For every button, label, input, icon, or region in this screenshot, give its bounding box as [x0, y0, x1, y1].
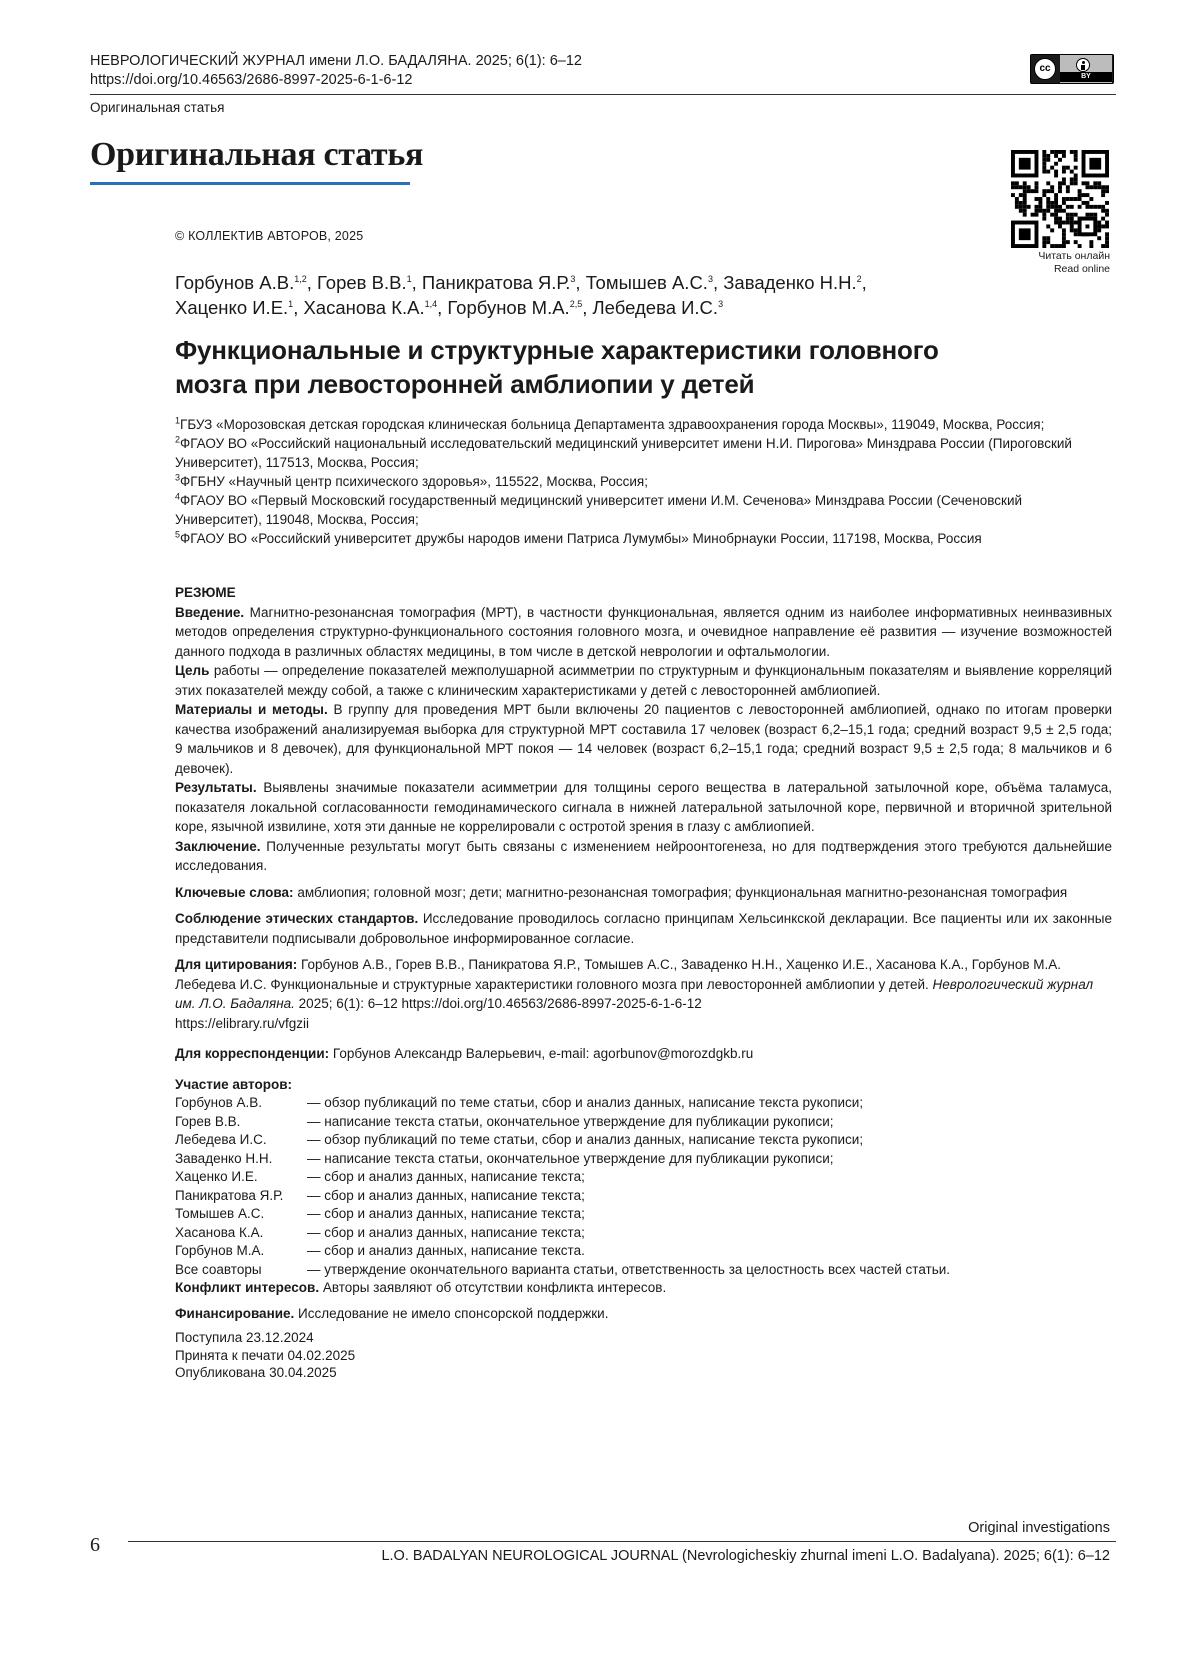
- conflict-text: Авторы заявляют об отсутствии конфликта интересов.: [322, 1280, 667, 1295]
- article-title-line-2: мозга при левосторонней амблиопии у детей: [175, 369, 755, 399]
- contribution-row: [175, 1150, 1112, 1169]
- contributor-role: — сбор и анализ данных, написание текста;: [307, 1224, 585, 1240]
- contributor-name: Томышев А.С.: [175, 1206, 265, 1221]
- abstract-goal: [175, 661, 1112, 700]
- citation-tail[interactable]: 2025; 6(1): 6–12 https://doi.org/10.46563/2686-8997-2025-6-1-6-12: [298, 996, 702, 1011]
- by-panel: [1060, 55, 1112, 83]
- contribution-row: [175, 1187, 1112, 1206]
- author: [303, 297, 447, 318]
- author-affiliation-sup: 1,4: [424, 298, 438, 309]
- contribution-row: [175, 1113, 1112, 1132]
- results-text: Выявлены значимые показатели асимметрии для толщины серого вещества в латеральной затылочной коре, объёма таламуса, показателя локальной согласованности гемодинамического сигнала в нижней латеральной затылочной коре, первичной и вторичной зрительной коре, язычной извилине, хотя эти данные не коррелировали с остротой зрения в глазу с амблиопией.: [175, 780, 1112, 834]
- author-affiliation-sup: 2: [856, 273, 862, 284]
- contributor-name: Горев В.В.: [175, 1113, 241, 1129]
- affiliation-text: ГБУЗ «Морозовская детская городская клиническая больница Департамента здравоохранения города Москвы», 119049, Москва, Россия;: [180, 417, 1045, 432]
- footer-divider: [128, 1541, 1116, 1542]
- contributor-role: — обзор публикаций по теме статьи, сбор и анализ данных, написание текста рукописи;: [307, 1095, 864, 1110]
- keywords: [175, 883, 1112, 903]
- author: [317, 272, 422, 293]
- author-affiliation-sup: 2,5: [569, 298, 583, 309]
- keywords-label: Ключевые слова:: [175, 884, 294, 900]
- abstract-introduction: [175, 603, 1112, 662]
- qr-label-ru: Читать онлайн: [1038, 250, 1110, 262]
- affiliation-number: 4: [175, 491, 181, 502]
- contribution-row: [175, 1131, 1112, 1150]
- contributor-name: Лебедева И.С.: [175, 1132, 267, 1147]
- article-title-line-1: Функциональные и структурные характеристики головного: [175, 335, 939, 365]
- author: [586, 272, 724, 293]
- abstract-results: [175, 778, 1112, 837]
- intro-text: Магнитно-резонансная томография (МРТ), в частности функциональная, является одним из наиболее информативных неинвазивных методов определения структурно-функционального состояния головного мозга, и очевидное направление её развития — изучение возможностей данного подхода в различных областях медицины, в том числе в детской неврологии и офтальмологии.: [175, 604, 1112, 659]
- doi-link[interactable]: https://doi.org/10.46563/2686-8997-2025-6-1-6-12: [90, 72, 413, 88]
- date-accepted: Принята к печати 04.02.2025: [175, 1347, 356, 1363]
- footer-section: Original investigations: [968, 1520, 1110, 1536]
- contributor-name: Заваденко Н.Н.: [175, 1150, 273, 1166]
- affiliation: [175, 434, 1095, 472]
- contribution-row: [175, 1261, 1112, 1280]
- author-list: [175, 270, 1095, 320]
- author-separator: ,: [861, 272, 867, 293]
- results-label: Результаты.: [175, 780, 257, 795]
- goal-text: работы — определение показателей межполушарной асимметрии по структурным и функциональным показателям и выявление корреляций этих показателей между собой, а также с клиническим характеристиками у детей с левосторонней амблиопией.: [175, 663, 1112, 698]
- author-name: Горбунов А.В.: [175, 272, 295, 293]
- affiliation-text: ФГБНУ «Научный центр психического здоровья», 115522, Москва, Россия;: [180, 474, 648, 489]
- date-published: Опубликована 30.04.2025: [175, 1365, 337, 1380]
- author-separator: ,: [575, 272, 586, 293]
- author-name: Горев В.В.: [317, 272, 407, 293]
- author: [447, 297, 592, 318]
- date-received: Поступила 23.12.2024: [175, 1330, 314, 1345]
- section-label-small: Оригинальная статья: [90, 100, 225, 115]
- methods-text: В группу для проведения МРТ были включены 20 пациентов с левосторонней амблиопией, однако по итогам проверки качества изображений анализируемая выборка для структурной МРТ составила 17 человек (возраст 6,2–15,1 года; средний возраст 9,5 ± 2,5 года; 9 мальчиков и 8 девочек), для функциональной МРТ покоя — 14 человек (возраст 6,2–15,1 года; средний возраст 9,5 ± 2,5 года; 8 мальчиков и 6 девочек).: [175, 702, 1112, 776]
- contributor-name: Хасанова К.А.: [175, 1224, 264, 1240]
- ethics-label: Соблюдение этических стандартов.: [175, 911, 419, 926]
- funding-text: Исследование не имело спонсорской поддержки.: [298, 1305, 609, 1321]
- contributor-role: — написание текста статьи, окончательное утверждение для публикации рукописи;: [307, 1113, 834, 1129]
- author: [175, 272, 317, 293]
- contributor-name: Паникратова Я.Р.: [175, 1187, 284, 1203]
- article-title: [175, 333, 1115, 401]
- funding: [175, 1304, 1112, 1324]
- contributor-name: Горбунов А.В.: [175, 1095, 263, 1110]
- methods-label: Материалы и методы.: [175, 702, 328, 717]
- contributor-name: Хаценко И.Е.: [175, 1169, 258, 1184]
- author: [422, 272, 586, 293]
- intro-label: Введение.: [175, 604, 245, 620]
- journal-running-head: НЕВРОЛОГИЧЕСКИЙ ЖУРНАЛ имени Л.О. БАДАЛЯНА. 2025; 6(1): 6–12: [90, 53, 582, 69]
- correspondence-label: Для корреспонденции:: [175, 1046, 330, 1061]
- author-separator: ,: [712, 272, 724, 293]
- contributor-role: — обзор публикаций по теме статьи, сбор и анализ данных, написание текста рукописи;: [307, 1132, 864, 1147]
- affiliation: [175, 529, 1095, 548]
- author-separator: ,: [582, 297, 593, 318]
- contributor-name: Все соавторы: [175, 1261, 262, 1277]
- contribution-row: [175, 1242, 1112, 1261]
- author-affiliation-sup: 1,2: [294, 273, 307, 284]
- ethics-text: Исследование проводилось согласно принципам Хельсинкской декларации. Все пациенты или их законные представители подписывали добровольное информированное согласие.: [175, 911, 1112, 946]
- correspondence-text: Горбунов Александр Валерьевич, e-mail: agorbunov@morozdgkb.ru: [332, 1046, 754, 1061]
- author-name: Хаценко И.Е.: [175, 297, 289, 318]
- contribution-row: [175, 1205, 1112, 1224]
- cc-circle: cc: [1034, 58, 1056, 80]
- contributor-role: — сбор и анализ данных, написание текста;: [307, 1187, 585, 1203]
- page-number: 6: [90, 1534, 100, 1556]
- qr-label-en: Read online: [1053, 263, 1110, 275]
- affiliation-text: ФГАОУ ВО «Российский национальный исследовательский медицинский университет имени Н.И. Пирогова» Минздрава России (Пироговский Университет), 117513, Москва, Россия;: [175, 436, 1072, 470]
- footer-journal: L.O. BADALYAN NEUROLOGICAL JOURNAL (Nevrologicheskiy zhurnal imeni L.O. Badalyana). 2025; 6(1): 6–12: [381, 1548, 1110, 1564]
- contributor-role: — утверждение окончательного варианта статьи, ответственность за целостность всех частей статьи.: [307, 1261, 951, 1277]
- author-name: Заваденко Н.Н.: [723, 272, 857, 293]
- ethics: [175, 909, 1112, 948]
- author-separator: ,: [411, 272, 422, 293]
- abstract-heading: РЕЗЮМЕ: [175, 585, 236, 600]
- author-affiliation-sup: 1: [406, 273, 412, 284]
- author-affiliation-sup: 3: [570, 273, 576, 284]
- section-title: Оригинальная статья: [90, 136, 424, 173]
- author-separator: ,: [306, 272, 318, 293]
- citation-elibrary-link[interactable]: https://elibrary.ru/vfgzii: [175, 1015, 310, 1031]
- author-affiliation-sup: 1: [288, 298, 294, 309]
- author-affiliation-sup: 3: [718, 298, 724, 309]
- author-affiliation-sup: 3: [707, 273, 713, 284]
- citation-text: Горбунов А.В., Горев В.В., Паникратова Я.Р., Томышев А.С., Заваденко Н.Н., Хаценко И.Е., Хасанова К.А., Горбунов М.А. Лебедева И.С. Функциональные и структурные характеристики головного мозга при левосторонней амблиопии у детей.: [175, 957, 1062, 992]
- affiliation-number: 1: [175, 415, 181, 426]
- contributions-heading: Участие авторов:: [175, 1076, 293, 1092]
- affiliation-number: 2: [175, 434, 181, 445]
- author-name: Лебедева И.С.: [592, 297, 719, 318]
- author: [593, 297, 724, 318]
- affiliation-number: 5: [175, 529, 181, 540]
- contribution-row: [175, 1224, 1112, 1243]
- author-name: Паникратова Я.Р.: [421, 272, 571, 293]
- copyright: © КОЛЛЕКТИВ АВТОРОВ, 2025: [175, 229, 364, 243]
- author-name: Горбунов М.А.: [447, 297, 570, 318]
- author-separator: ,: [437, 297, 448, 318]
- contribution-row: [175, 1094, 1112, 1113]
- author-separator: ,: [293, 297, 304, 318]
- contributor-role: — сбор и анализ данных, написание текста;: [307, 1206, 585, 1221]
- affiliation: [175, 472, 1095, 491]
- citation-journal: Неврологический журнал им. Л.О. Бадаляна.: [175, 976, 1094, 1011]
- author: [723, 272, 867, 293]
- citation-label: Для цитирования:: [175, 957, 298, 972]
- author: [175, 297, 303, 318]
- abstract: [175, 583, 1112, 1382]
- author-name: Хасанова К.А.: [303, 297, 425, 318]
- section-title-underline: [90, 182, 410, 185]
- contributions: [175, 1076, 1112, 1280]
- contributions-table: [175, 1094, 1112, 1279]
- goal-label: Цель: [175, 663, 210, 678]
- affiliation-text: ФГАОУ ВО «Первый Московский государственный медицинский университет имени И.М. Сеченова» Минздрава России (Сеченовский Университет), 119048, Москва, Россия;: [175, 493, 1023, 527]
- person-icon: [1076, 58, 1090, 72]
- contributor-name: Горбунов М.А.: [175, 1243, 265, 1258]
- by-label: BY: [1060, 72, 1112, 82]
- citation: [175, 955, 1112, 1033]
- qr-code-icon[interactable]: [1011, 150, 1109, 248]
- contributor-role: — сбор и анализ данных, написание текста.: [307, 1243, 585, 1258]
- funding-label: Финансирование.: [175, 1305, 295, 1321]
- conclusion-label: Заключение.: [175, 838, 261, 854]
- cc-by-icon[interactable]: [1030, 54, 1114, 84]
- header-divider: [90, 94, 1116, 95]
- correspondence: [175, 1044, 1112, 1064]
- contribution-row: [175, 1168, 1112, 1187]
- affiliations: [175, 415, 1095, 548]
- contributor-role: — написание текста статьи, окончательное утверждение для публикации рукописи;: [307, 1150, 834, 1166]
- conflict-of-interest: [175, 1279, 1112, 1298]
- dates: [175, 1329, 1112, 1382]
- affiliation-number: 3: [175, 472, 181, 483]
- affiliation-text: ФГАОУ ВО «Российский университет дружбы народов имени Патриса Лумумбы» Минобрнауки России, 117198, Москва, Россия: [180, 531, 982, 546]
- conclusion-text: Полученные результаты могут быть связаны с изменением нейроонтогенеза, но для подтверждения этого требуются дальнейшие исследования.: [175, 838, 1112, 873]
- affiliation: [175, 415, 1095, 434]
- conflict-label: Конфликт интересов.: [175, 1280, 320, 1295]
- author-name: Томышев А.С.: [585, 272, 708, 293]
- keywords-text: амблиопия; головной мозг; дети; магнитно-резонансная томография; функциональная магнитно-резонансная томография: [297, 884, 1068, 900]
- abstract-conclusion: [175, 837, 1112, 876]
- abstract-methods: [175, 700, 1112, 778]
- contributor-role: — сбор и анализ данных, написание текста;: [307, 1169, 585, 1184]
- affiliation: [175, 491, 1095, 529]
